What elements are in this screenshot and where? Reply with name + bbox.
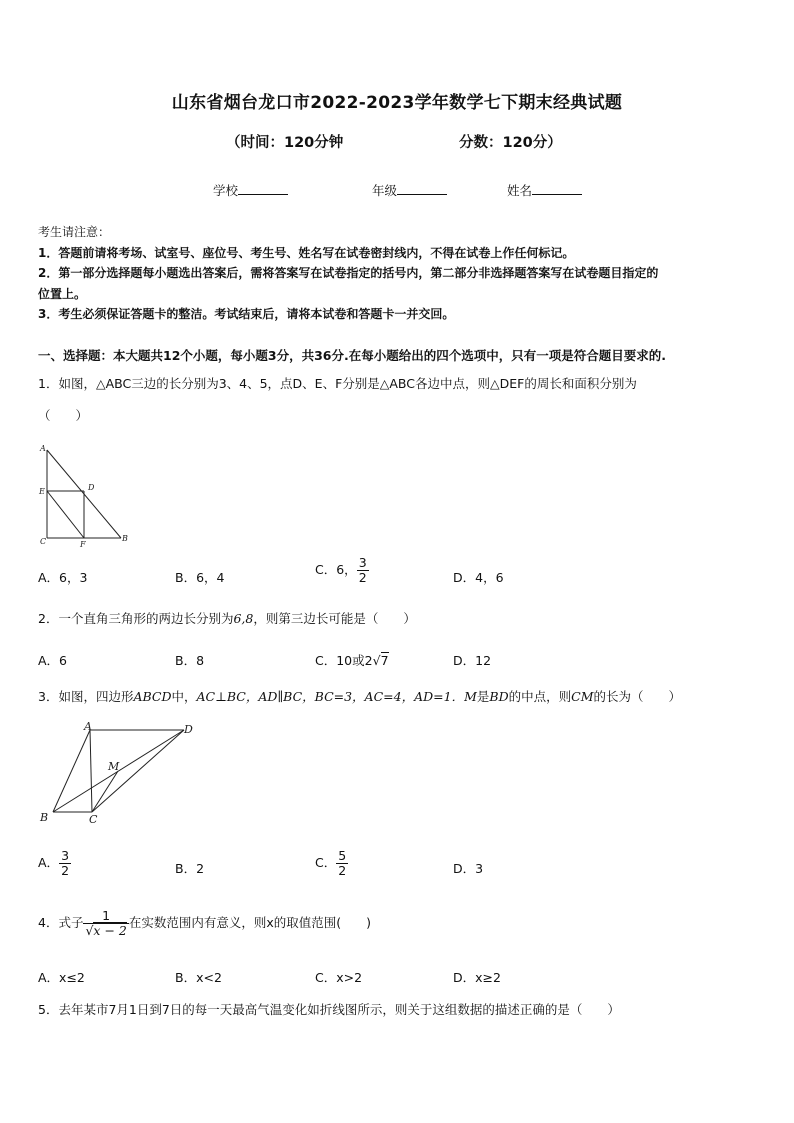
q4-option-d: D．x≥2: [453, 970, 501, 985]
q3-text-post: 的长为（ ）: [593, 689, 682, 704]
school-field: [213, 181, 288, 199]
sqrt-symbol: √: [85, 923, 94, 938]
note-item: 2．第一部分选择题每小题选出答案后，需将答案写在试卷指定的括号内，第二部分非选择题答案写在试卷题目指定的: [38, 266, 659, 280]
q4-option-c: C．x>2: [315, 970, 363, 985]
q2-text-pre: 2．一个直角三角形的两边长分别为: [38, 611, 234, 626]
note-item: 3．考生必须保证答题卡的整洁。考试结束后，请将本试卷和答题卡一并交回。: [38, 307, 455, 321]
q3-bd: BD: [489, 689, 509, 704]
q3-text-mid1: 中，: [171, 689, 197, 704]
q3-text-pre: 3．如图，四边形: [38, 689, 134, 704]
grade-label: 年级: [372, 183, 398, 198]
fig1-label-a: A: [40, 444, 46, 453]
fraction-denominator: 2: [61, 863, 70, 878]
grade-blank: [397, 182, 447, 195]
q4-text: [38, 909, 371, 938]
q3-text: [38, 687, 681, 705]
q3-cm: CM: [571, 689, 594, 704]
q1-option-b: B．6，4: [175, 570, 225, 585]
fraction-numerator: 3: [358, 555, 367, 570]
q2-option-b: B．8: [175, 653, 205, 668]
note-item: 1．答题前请将考场、试室号、座位号、考生号、姓名写在试卷密封线内，不得在试卷上作任何标记。: [38, 245, 575, 260]
q1-option-d: D．4，6: [453, 570, 504, 585]
q3-m: M: [464, 689, 477, 704]
q2-option-c: [315, 651, 389, 669]
fig3-label-m: M: [108, 760, 120, 773]
q1-text: 1．如图，△ABC三边的长分别为3、4、5，点D、E、F分别是△ABC各边中点，则△DEF的周长和面积分别为: [38, 376, 637, 391]
q4-fraction: [83, 909, 128, 938]
q3-option-c-fraction: [336, 849, 348, 878]
q4-option-a: A．x≤2: [38, 970, 85, 985]
q1-option-a: A．6，3: [38, 570, 88, 585]
fig1-label-c: C: [40, 537, 47, 546]
q1-figure: [36, 440, 136, 550]
note-item: 位置上。: [38, 286, 87, 301]
q2-values: 6,8: [233, 611, 254, 626]
q4-text-pre: 4．式子: [38, 915, 84, 930]
notes-block: [38, 222, 758, 325]
fig3-label-a: A: [84, 720, 92, 733]
q4-text-post: 在实数范围内有意义，则x的取值范围( ): [128, 915, 372, 930]
grade-field: [372, 181, 447, 199]
q2-text-post: ，则第三边长可能是（ ）: [253, 611, 416, 626]
name-field: [507, 181, 582, 199]
q3-text-mid2: 是: [476, 689, 490, 704]
q3-conditions: AC⊥BC，AD∥BC，BC=3，AC=4，AD=1．: [196, 689, 465, 704]
fraction-denominator: 2: [358, 570, 367, 585]
name-label: 姓名: [507, 183, 533, 198]
q1-option-c: [315, 556, 369, 585]
fig1-label-d: D: [88, 483, 95, 492]
q3-abcd: ABCD: [133, 689, 172, 704]
fig3-label-c: C: [89, 813, 98, 826]
q3-text-mid3: 的中点，则: [508, 689, 572, 704]
q3-option-a-fraction: [59, 849, 71, 878]
school-label: 学校: [213, 183, 239, 198]
q4-radicand: x − 2: [93, 923, 127, 938]
q3-option-c: [315, 849, 348, 878]
q2-option-a: A．6: [38, 653, 68, 668]
q2-option-d: D．12: [453, 653, 492, 668]
fraction-numerator: 1: [102, 908, 111, 923]
q4-option-b: B．x<2: [175, 970, 222, 985]
q3-figure: [36, 718, 206, 828]
page-title: 山东省烟台龙口市2022-2023学年数学七下期末经典试题: [171, 93, 623, 113]
fig3-label-d: D: [184, 723, 193, 736]
q2-text: [38, 609, 416, 627]
fig1-label-f: F: [80, 540, 86, 549]
q3-option-d: D．3: [453, 861, 484, 876]
q3-option-c-prefix: C．: [315, 855, 337, 870]
score-label: 分数：120分）: [459, 135, 562, 151]
q1-paren: （ ）: [38, 408, 89, 423]
q5-text: 5．去年某市7月1日到7日的每一天最高气温变化如折线图所示，则关于这组数据的描述正确的是（ ）: [38, 1002, 620, 1017]
q3-option-a: [38, 849, 71, 878]
q3-option-a-prefix: A．: [38, 855, 60, 870]
fraction-numerator: 3: [61, 848, 70, 863]
q2-option-c-radicand: 7: [380, 653, 389, 668]
notes-heading: 考生请注意：: [38, 225, 111, 239]
school-blank: [238, 182, 288, 195]
section-heading: 一、选择题：本大题共12个小题，每小题3分，共36分.在每小题给出的四个选项中，只有一项是符合题目要求的.: [38, 348, 666, 363]
fig1-label-b: B: [122, 534, 128, 543]
q3-option-b: B．2: [175, 861, 205, 876]
q1-option-c-prefix: C．6，: [315, 562, 357, 577]
fraction-denominator: [83, 923, 128, 938]
q2-option-c-prefix: C．10或2: [315, 653, 373, 668]
fraction-denominator: 2: [338, 863, 347, 878]
fig1-label-e: E: [39, 487, 45, 496]
fig3-label-b: B: [40, 811, 49, 824]
time-label: （时间：120分钟: [226, 135, 344, 151]
sqrt-symbol: √: [372, 653, 381, 668]
q1-option-c-fraction: [357, 556, 369, 585]
name-blank: [532, 182, 582, 195]
fraction-numerator: 5: [338, 848, 347, 863]
